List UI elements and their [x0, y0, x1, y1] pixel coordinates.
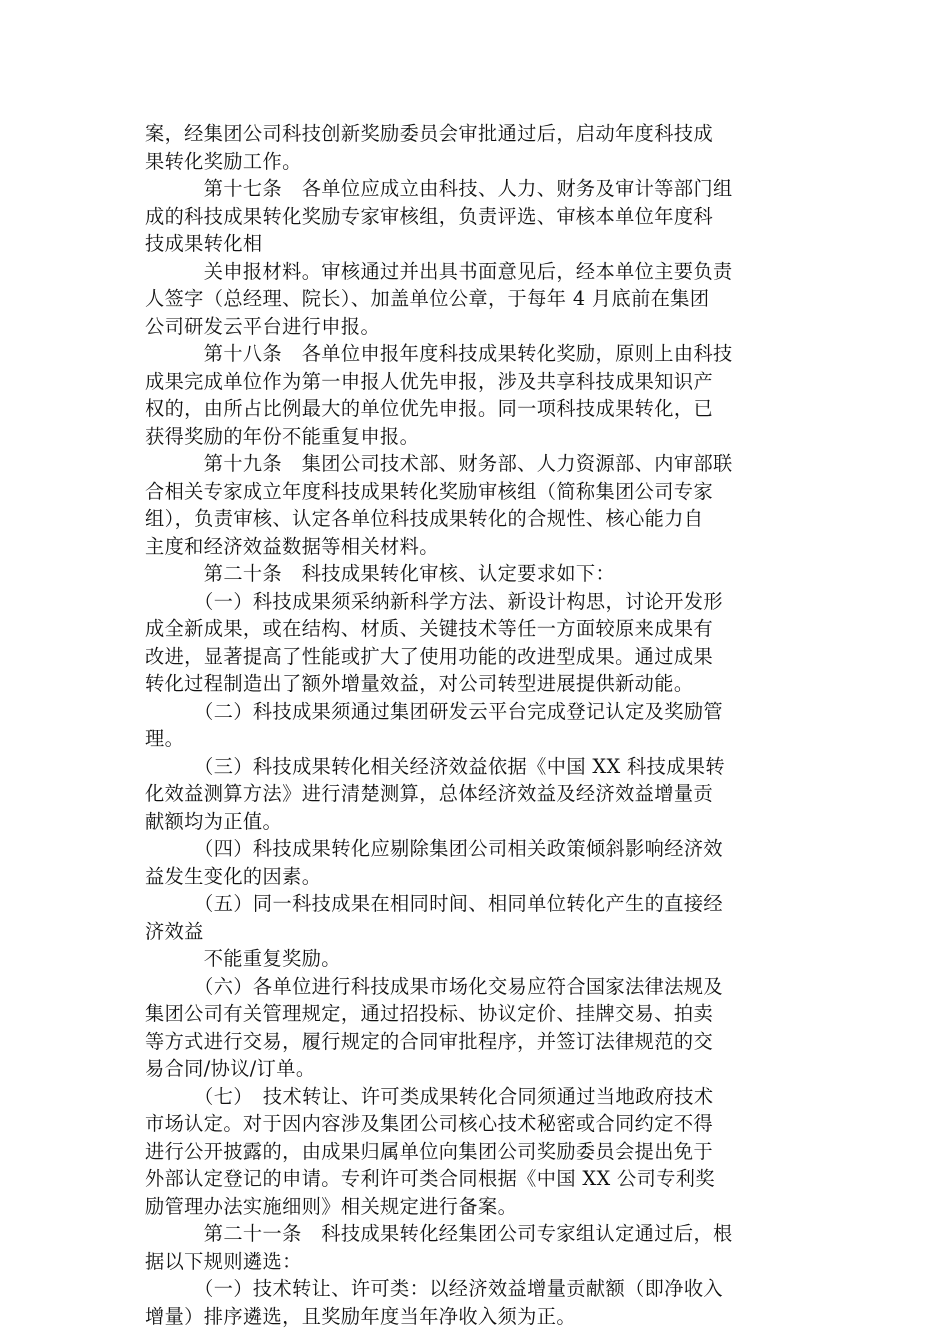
text-line: 第二十一条 科技成果转化经集团公司专家组认定通过后，根 — [145, 1222, 733, 1245]
text-line: 进行公开披露的，由成果归属单位向集团公司奖励委员会提出免于 — [145, 1139, 714, 1163]
text-line: 第十七条 各单位应成立由科技、人力、财务及审计等部门组 — [145, 177, 733, 200]
text-line: （一）技术转让、许可类：以经济效益增量贡献额（即净收入 — [145, 1277, 724, 1300]
text-line: （一）科技成果须采纳新科学方法、新设计构思，讨论开发形 — [145, 589, 724, 613]
text-line: 济效益 — [145, 919, 204, 943]
text-line: 成的科技成果转化奖励专家审核组，负责评选、审核本单位年度科 — [145, 204, 714, 228]
text-line: （二）科技成果须通过集团研发云平台完成登记认定及奖励管 — [145, 699, 724, 723]
text-line: 集团公司有关管理规定，通过招投标、协议定价、挂牌交易、拍卖 — [145, 1002, 714, 1025]
text-line: （三）科技成果转化相关经济效益依据《中国 XX 科技成果转 — [145, 754, 725, 778]
text-line: 第十八条 各单位申报年度科技成果转化奖励，原则上由科技 — [145, 342, 733, 365]
document-body — [145, 120, 810, 1330]
text-line: 组），负责审核、认定各单位科技成果转化的合规性、核心能力自 — [145, 507, 704, 530]
text-line: 第二十条 科技成果转化审核、认定要求如下： — [145, 562, 616, 585]
text-line: 权的，由所占比例最大的单位优先申报。同一项科技成果转化，已 — [145, 397, 714, 420]
text-line: 人签字（总经理、院长）、加盖单位公章，于每年 4 月底前在集团 — [145, 287, 710, 310]
text-line: 成果完成单位作为第一申报人优先申报，涉及共享科技成果知识产 — [145, 369, 714, 393]
text-line: 技成果转化相 — [145, 232, 263, 255]
text-line: 关申报材料。审核通过并出具书面意见后，经本单位主要负责 — [145, 259, 733, 283]
text-line: 主度和经济效益数据等相关材料。 — [145, 534, 439, 558]
text-line: （六）各单位进行科技成果市场化交易应符合国家法律法规及 — [145, 974, 724, 998]
text-line: 获得奖励的年份不能重复申报。 — [145, 424, 420, 448]
text-line: 第十九条 集团公司技术部、财务部、人力资源部、内审部联 — [145, 452, 733, 475]
text-line: 据以下规则遴选： — [145, 1249, 302, 1273]
text-line: 果转化奖励工作。 — [145, 149, 302, 173]
text-line: 等方式进行交易，履行规定的合同审批程序，并签订法律规范的交 — [145, 1029, 714, 1053]
text-line: 案，经集团公司科技创新奖励委员会审批通过后，启动年度科技成 — [145, 122, 714, 145]
text-line: （五）同一科技成果在相同时间、相同单位转化产生的直接经 — [145, 892, 724, 915]
text-line: 理。 — [145, 727, 185, 750]
text-line: 献额均为正值。 — [145, 809, 283, 833]
text-line: 增量）排序遴选，且奖励年度当年净收入须为正。 — [145, 1304, 576, 1328]
text-line: （七） 技术转让、许可类成果转化合同须通过当地政府技术 — [145, 1084, 714, 1108]
text-line: （四）科技成果转化应剔除集团公司相关政策倾斜影响经济效 — [145, 837, 724, 860]
text-line: 成全新成果，或在结构、材质、关键技术等任一方面较原来成果有 — [145, 617, 714, 640]
text-line: 市场认定。对于因内容涉及集团公司核心技术秘密或合同约定不得 — [145, 1112, 714, 1135]
text-line: 合相关专家成立年度科技成果转化奖励审核组（简称集团公司专家 — [145, 479, 714, 503]
text-line: 化效益测算方法》进行清楚测算，总体经济效益及经济效益增量贡 — [145, 782, 714, 805]
text-line: 公司研发云平台进行申报。 — [145, 314, 381, 338]
text-line: 益发生变化的因素。 — [145, 864, 322, 888]
text-line: 易合同/协议/订单。 — [145, 1057, 316, 1080]
text-line: 励管理办法实施细则》相关规定进行备案。 — [145, 1194, 518, 1218]
text-line: 改进，显著提高了性能或扩大了使用功能的改进型成果。通过成果 — [145, 644, 714, 668]
text-line: 不能重复奖励。 — [145, 947, 341, 970]
text-line: 转化过程制造出了额外增量效益，对公司转型进展提供新动能。 — [145, 672, 694, 695]
text-line: 外部认定登记的申请。专利许可类合同根据《中国 XX 公司专利奖 — [145, 1167, 715, 1190]
